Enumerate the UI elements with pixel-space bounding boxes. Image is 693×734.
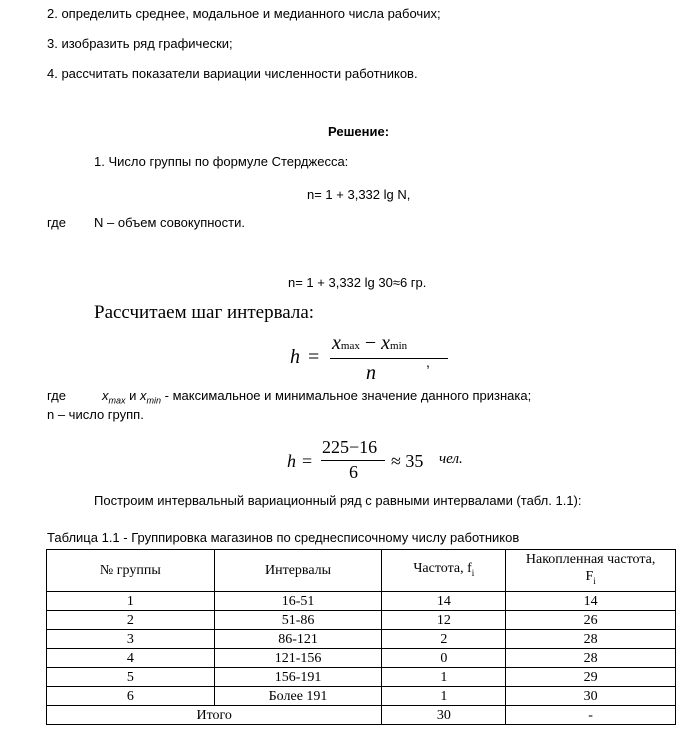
where-label-2: где xyxy=(47,388,66,403)
build-series-sentence: Построим интервальный вариационный ряд с равными интервалами (табл. 1.1): xyxy=(94,493,582,508)
task-item-3: 3. изобразить ряд графически; xyxy=(47,36,233,51)
cell-frequency: 14 xyxy=(382,592,506,611)
task-item-2: 2. определить среднее, модальное и медианного числа рабочих; xyxy=(47,6,441,21)
unit-label: чел. xyxy=(439,451,463,467)
h-denominator: n xyxy=(366,362,376,384)
sturges-formula: n= 1 + 3,332 lg N, xyxy=(307,187,411,202)
cell-cumulative: 14 xyxy=(506,592,676,611)
cell-interval: 121-156 xyxy=(214,649,382,668)
total-label: Итого xyxy=(47,706,382,725)
cell-group: 4 xyxy=(47,649,215,668)
where-N-definition: N – объем совокупности. xyxy=(94,215,245,230)
header-frequency xyxy=(382,550,506,592)
cell-frequency: 2 xyxy=(382,630,506,649)
total-cumulative: - xyxy=(506,706,676,725)
equals-sign: = xyxy=(308,346,320,368)
grouping-table xyxy=(46,549,676,725)
fraction-bar xyxy=(330,358,448,359)
calc-numerator: 225−16 xyxy=(322,437,378,457)
min-subscript: min xyxy=(390,340,408,352)
formula-comma: , xyxy=(426,354,430,370)
header-group-number: № группы xyxy=(47,550,215,592)
calc-denominator: 6 xyxy=(349,462,358,482)
cell-frequency: 0 xyxy=(382,649,506,668)
table-caption: Таблица 1.1 - Группировка магазинов по среднесписочному числу работников xyxy=(47,530,520,545)
header-cumulative-frequency xyxy=(506,550,676,592)
and-word: и xyxy=(129,388,137,403)
x-min-subscript: min xyxy=(146,395,162,406)
cell-interval: Более 191 xyxy=(214,687,382,706)
cell-cumulative: 26 xyxy=(506,611,676,630)
x-var: x xyxy=(102,388,109,403)
minus-sign: − xyxy=(364,332,377,354)
x-max-subscript: max xyxy=(108,395,126,406)
h-symbol-2: h xyxy=(287,451,296,471)
cell-group: 1 xyxy=(47,592,215,611)
n-definition: n – число групп. xyxy=(47,407,144,422)
cell-interval: 86-121 xyxy=(214,630,382,649)
cell-cumulative: 29 xyxy=(506,668,676,687)
cell-group: 2 xyxy=(47,611,215,630)
task-item-4: 4. рассчитать показатели вариации численности работников. xyxy=(47,66,418,81)
cell-group: 6 xyxy=(47,687,215,706)
cell-interval: 16-51 xyxy=(214,592,382,611)
x-var-2: x xyxy=(140,388,147,403)
interval-heading: Рассчитаем шаг интервала: xyxy=(94,302,315,323)
table-row xyxy=(47,630,676,649)
cell-interval: 51-86 xyxy=(214,611,382,630)
table-row xyxy=(47,611,676,630)
h-symbol: h xyxy=(290,346,300,368)
fraction-bar-2 xyxy=(321,460,385,461)
solution-heading: Решение: xyxy=(328,124,390,139)
cumulative-label: Накопленная частота, xyxy=(525,552,656,568)
step-1-text: 1. Число группы по формуле Стерджесса: xyxy=(94,154,349,169)
cell-cumulative: 30 xyxy=(506,687,676,706)
table-row xyxy=(47,687,676,706)
frequency-subscript: i xyxy=(471,567,475,578)
cell-frequency: 1 xyxy=(382,687,506,706)
cell-cumulative: 28 xyxy=(506,649,676,668)
table-header-row xyxy=(47,550,676,592)
x-symbol-2: x xyxy=(381,332,391,354)
xmax-xmin-definition xyxy=(102,388,531,406)
equals-sign-2: = xyxy=(302,451,313,471)
total-frequency: 30 xyxy=(382,706,506,725)
h-numerator xyxy=(332,332,407,355)
cumulative-symbol: F xyxy=(585,569,594,585)
table-total-row xyxy=(47,706,676,725)
x-symbol: x xyxy=(332,332,341,354)
cell-cumulative: 28 xyxy=(506,630,676,649)
cell-frequency: 1 xyxy=(382,668,506,687)
xmax-xmin-text: - максимальное и минимальное значение данного признака; xyxy=(164,388,532,403)
approx-value: ≈ 35 xyxy=(391,451,424,471)
h-calculation xyxy=(287,438,487,488)
cell-interval: 156-191 xyxy=(214,668,382,687)
cell-group: 5 xyxy=(47,668,215,687)
frequency-label: Частота, f xyxy=(413,560,472,576)
sturges-calculation: n= 1 + 3,332 lg 30≈6 гр. xyxy=(288,275,427,290)
cell-frequency: 12 xyxy=(382,611,506,630)
table-row xyxy=(47,592,676,611)
cumulative-subscript: i xyxy=(593,575,596,586)
where-label: где xyxy=(47,215,66,230)
table-row xyxy=(47,668,676,687)
table-row xyxy=(47,649,676,668)
max-subscript: max xyxy=(340,340,360,352)
cell-group: 3 xyxy=(47,630,215,649)
header-intervals: Интервалы xyxy=(214,550,382,592)
